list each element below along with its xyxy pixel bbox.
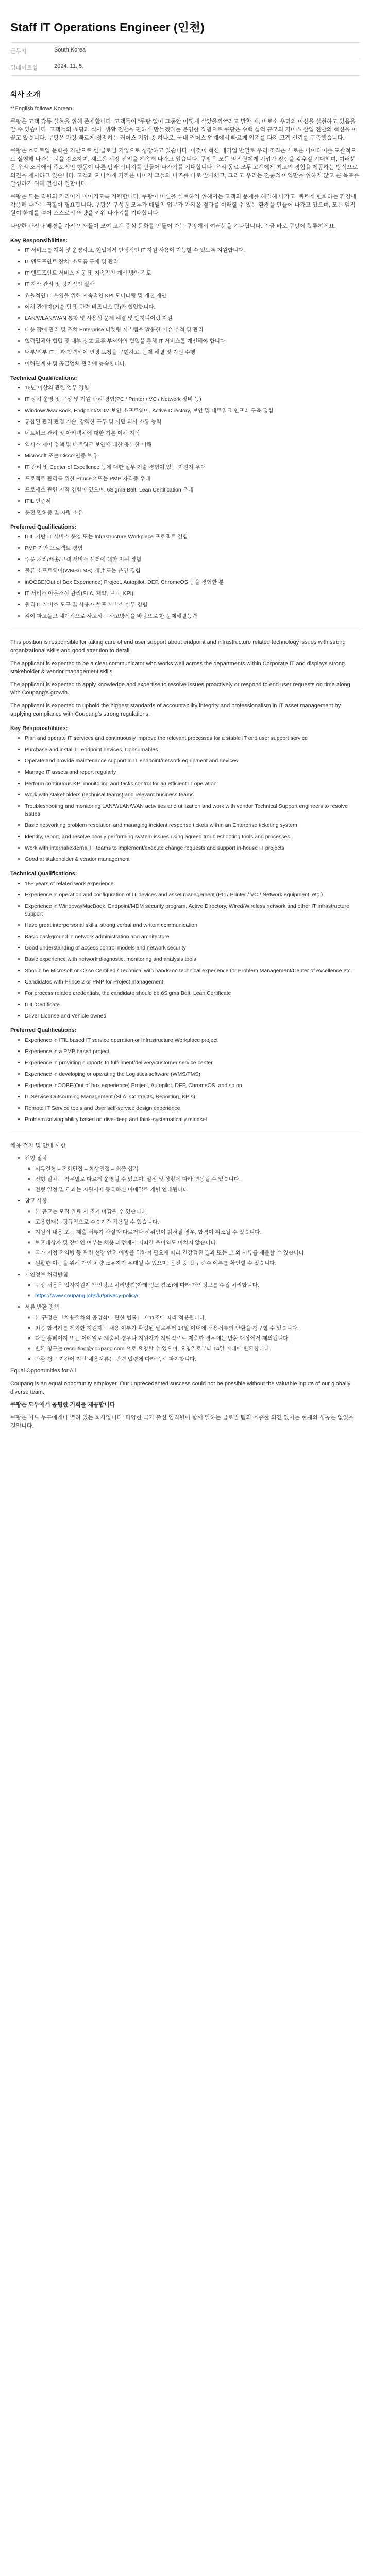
list-item: • ITIL 기반 IT 서비스 운영 또는 Infrastructure Workplace 프로젝트 경험 [25,533,361,541]
notice-sub-item: ◦ 최종 합격자를 제외한 지원자는 채용 여부가 확정된 날로부터 14일 이내에 채용서류의 반환을 청구할 수 있습니다. [35,1325,361,1332]
list-item: • Experience in ITIL based IT service operation or Infrastructure Workplace project [25,1037,361,1044]
equal-opportunity-heading: Equal Opportunities for All [10,1368,76,1374]
list-item: • Work with internal/external IT teams to implement/execute change requests and support in-house IT projects [25,844,361,852]
list-item: • Should be Microsoft or Cisco Certified / Technical with hands-on technical experience for Problem Management/Center of excellence etc. [25,967,361,975]
privacy-policy-link[interactable]: https://www.coupang.jobs/kr/privacy-policy/ [35,1293,139,1299]
paragraph: This position is responsible for taking care of end user support about endpoint and infrastructure related technology issues with strong organizational skills and good attention to detail. [10,639,346,654]
notice-list [10,1155,361,1363]
en-responsibilities-list [10,735,361,863]
notice-sub-item: ◦ 본 공고는 모집 완료 시 조기 마감될 수 있습니다. [35,1208,361,1216]
list-item: • Troubleshooting and monitoring LAN/WLAN/WAN activities and utilization and work with vendor Technical Support engineers to resolve issues [25,803,361,818]
list-item: • Microsoft 또는 Cisco 인증 보유 [25,452,361,460]
notice-sub-item: ◦ 쿠팡 채용은 입사지원자 개인정보 처리방침(아래 링크 참조)에 따라 개인정보를 수집 처리합니다. [35,1282,361,1290]
list-item: • Good understanding of access control models and network security [25,944,361,952]
notice-sub-item: ◦ 보훈대상자 및 장애인 여부는 채용 과정에서 어떠한 불이익도 미치지 않습니다. [35,1239,361,1247]
list-item: • Experience in developing or operating the Logistics software (WMS/TMS) [25,1071,361,1078]
notice-sub-item [35,1292,361,1300]
list-item: • Windows/MacBook, Endpoint/MDM 보안 소프트웨어, Active Directory, 보안 및 네트워크 인프라 구축 경험 [25,407,361,415]
list-item: • 주문 처리/배송/고객 서비스 센터에 대한 지원 경험 [25,556,361,564]
ko-preferred-heading: Preferred Qualifications: [10,524,77,530]
en-technical-heading: Technical Qualifications: [10,871,77,877]
list-item: • Experience in providing supports to fulfillment/delivery/customer service center [25,1059,361,1067]
paragraph: The applicant is expected to apply knowledge and expertise to resolve issues proactively or respond to end user requests on time along with Coupang's growth. [10,682,350,696]
notice-sub-item: ◦ 서류전형 – 전화면접 – 화상면접 – 최종 합격 [35,1165,361,1173]
paragraph: The applicant is expected to be a clear communicator who works well across the departments within Corporate IT and displays strong stakeholder & vendor management skills. [10,660,345,675]
en-preferred-list [10,1037,361,1124]
closing-text: 쿠팡은 어느 누구에게나 열려 있는 회사입니다. 다양한 국가 출신 임직원이 함께 일하는 글로벌 팀의 소중한 의견 없이는 현재의 성공은 없었을 것입니다. [10,1415,354,1429]
notice-sub-item: ◦ 전형 일정 및 결과는 지원서에 등록하신 이메일로 개별 안내됩니다. [35,1186,361,1194]
ko-technical-heading: Technical Qualifications: [10,375,77,381]
ko-technical-list [10,384,361,517]
meta-row [10,59,361,76]
list-item: • 네트워크 관리 및 아키텍처에 대한 기본 이해 지식 [25,430,361,437]
notice-sub-item: ◦ 본 규정은 「채용절차의 공정화에 관한 법률」 제11조에 따라 적용됩니다. [35,1314,361,1322]
paragraph: 쿠팡은 스타트업 문화를 기반으로 한 글로벌 기업으로 성장하고 있습니다. 이것이 혁신 대기업 반열로 우리 조직은 새로운 아이디어를 포괄적으로 실행해 나가는 것을 강조하며, 새로운 시장 진입을 계속해 나가고 있습니다. 쿠팡은 모든 임직원에게 기업가 정신을 갖추길 기대하며, 여러분은 우리 조직에서 주도적인 행동이 다른 팀과 시너지를 만들어 나가기를 기대합니다. 우리 동료 모두 고객에게 최고의 경험을 제공하는 방식으로 의견을 제시하고 있습니다. 고객과 지나치게 가까운 나머지 그들의 니즈를 바로 알아채고, 그리고 우리는 전통적 이익만을 위하지 않고 큰 목표를 달성하기 위해 열심히 일합니다. [10,148,360,187]
notice-sub-list [25,1282,361,1300]
list-item: • 깊이 파고들고 체계적으로 사고하는 사고방식을 바탕으로 한 문제해결능력 [25,613,361,620]
list-item: • Problem solving ability based on dive-deep and think-systematically mindset [25,1116,361,1124]
notice-sub-item: ◦ 반환 청구 기간이 지난 채용서류는 관련 법령에 따라 즉시 파기합니다. [35,1355,361,1363]
list-item: • ITIL Certificate [25,1001,361,1009]
meta-value: South Korea [54,47,86,53]
list-item: • Basic background in network administration and architecture [25,933,361,941]
notice-item [25,1271,361,1300]
ko-preferred-list [10,533,361,620]
list-item: • IT 서비스 아웃소싱 관리(SLA, 계약, 보고, KPI) [25,590,361,598]
notice-item-label: 전형 절차 [25,1155,47,1161]
list-item: • Driver License and Vehicle owned [25,1012,361,1020]
paragraph: 쿠팡은 모든 직원의 커리어가 이어지도록 지원합니다. 쿠팡이 미션을 실현하기 위해서는 고객의 문제를 해결해 나가고, 빠르게 변화하는 환경에 적응해 나가는 역할이 필요합니다. 쿠팡은 구성원 모두가 매일의 업무가 가져올 결과를 이해할 수 있는 환경을 만들어 나가고 있으며, 모든 임직원이 한계를 넘어 스스로의 역량을 키워 나가기를 기대합니다. [10,194,357,216]
list-item: • Experience in a PMP based project [25,1048,361,1056]
notice-sub-item: ◦ 전형 절차는 직무별로 다르게 운영될 수 있으며, 일정 및 상황에 따라 변동될 수 있습니다. [35,1176,361,1183]
about-heading: 회사 소개 [10,90,40,98]
list-item: • IT 자산 관리 및 정기적인 실사 [25,281,361,289]
list-item: • Identify, report, and resolve poorly performing system issues using agreed troubleshooting tools and processes [25,833,361,841]
list-item: • Candidates with Prince 2 or PMP for Project management [25,978,361,986]
list-item: • IT 엔드포인트 서비스 제공 및 지속적인 개선 방안 검토 [25,269,361,277]
notice-item [25,1197,361,1267]
list-item: • 물류 소프트웨어(WMS/TMS) 개발 또는 운영 경험 [25,567,361,575]
equal-opportunity-text: Coupang is an equal opportunity employer. Our unprecedented success could not be possible without the valuable inputs of our globally diverse team. [10,1381,351,1395]
list-item: • 통합된 관리 관점 기술, 강력한 구두 및 서면 의사 소통 능력 [25,418,361,426]
notice-sub-item: ◦ 반환 청구는 recruiting@coupang.com 으로 요청할 수 있으며, 요청일로부터 14일 이내에 반환합니다. [35,1345,361,1353]
en-preferred-heading: Preferred Qualifications: [10,1027,77,1033]
english-paragraphs [10,638,361,718]
list-item: • PMP 기반 프로젝트 경험 [25,545,361,552]
list-item: • 프로젝트 관리를 위한 Prince 2 또는 PMP 자격증 우대 [25,475,361,483]
list-item: • 원격 IT 서비스 도구 및 사용자 셀프 서비스 실무 경험 [25,601,361,609]
list-item: • For process related credentials, the candidate should be 6Sigma Belt, Lean Certificate [25,990,361,997]
paragraph: 쿠팡은 고객 감동 실현을 위해 존재합니다. 고객들이 "쿠팡 없이 그동안 어떻게 살았을까?"라고 말할 때, 비로소 우리의 미션을 실현하고 있음을 알 수 있습니다. 고객들의 쇼핑과 식사, 생활 전반을 편하게 만들겠다는 분명한 집념으로 쿠팡은 수백 십억 규모의 커머스 산업 전반의 혁신을 이끌고 있습니다. 쿠팡은 가장 빠르게 성장하는 커머스 기업 중 하나로, 국내 커머스 업계에서 빠르게 입지를 다져 고객 신뢰를 구축했습니다. [10,118,357,141]
job-title: Staff IT Operations Engineer (인천) [10,21,205,34]
notice-item-label: 서류 반환 정책 [25,1304,59,1310]
list-item: • Work with stakeholders (technical teams) and relevant business teams [25,791,361,799]
job-meta-table [10,42,361,76]
list-item: • Experience in Windows/MacBook, Endpoint/MDM security program, Active Directory, Wired/Wireless network and other IT infrastructure support [25,903,361,918]
paragraph: 다양한 관점과 배경을 가진 인재들이 모여 고객 중심 문화를 만들어 가는 쿠팡에서 여러분을 기다립니다. 지금 바로 쿠팡에 합류하세요. [10,223,336,229]
list-item: • 효율적인 IT 운영을 위해 지속적인 KPI 모니터링 및 개선 제안 [25,292,361,300]
notice-sub-item: ◦ 국가 지정 전염병 등 관련 현장 안전 예방을 위하여 필요에 따라 건강검진 결과 또는 그 외 서류를 제출할 수 있습니다. [35,1249,361,1257]
list-item: • inOOBE(Out of Box Experience) Project, Autopilot, DEP, ChromeOS 등을 경험한 분 [25,579,361,586]
list-item: • 협력업체와 협업 및 내부 상호 교류 부서와의 협업을 통해 IT 서비스를 개선해야 합니다. [25,337,361,345]
about-korean-paragraphs [10,117,361,230]
list-item: • Manage IT assets and report regularly [25,769,361,776]
list-item: • 이해 관계자(기술 팀 및 관련 비즈니스 팀)와 협업합니다. [25,303,361,311]
list-item: • Plan and operate IT services and continuously improve the relevant processes for a stable IT end user support service [25,735,361,742]
meta-row [10,43,361,59]
list-item: • 이해관계자 및 공급업체 관리에 능숙합니다. [25,360,361,368]
list-item: • Operate and provide maintenance support in IT endpoint/network equipment and devices [25,757,361,765]
list-item: • Perform continuous KPI monitoring and tasks control for an efficient IT operation [25,780,361,788]
list-item: • 프로세스 관련 지적 경험이 있으며, 6Sigma Belt, Lean Certification 우대 [25,486,361,494]
list-item: • 15년 이상의 관련 업무 경험 [25,384,361,392]
ko-responsibilities-list [10,247,361,368]
meta-value: 2024. 11. 5. [54,63,84,70]
list-item: • Experience in operation and configuration of IT devices and asset management (PC / Printer / VC / Network equipment, etc.) [25,891,361,899]
en-responsibilities-heading: Key Responsibilities: [10,725,68,732]
list-item: • LAN/WLAN/WAN 통합 및 사용성 문제 해결 및 엔지니어링 지원 [25,315,361,323]
notice-item [25,1303,361,1363]
notice-sub-item: ◦ 고용형태는 정규직으로 수습기간 적용될 수 있습니다. [35,1218,361,1226]
notice-sub-item: ◦ 원활한 이동을 위해 개인 차량 소유자가 우대될 수 있으며, 운전 중 법규 준수 여부를 확인할 수 있습니다. [35,1260,361,1267]
notice-sub-list [25,1165,361,1194]
list-item: • 15+ years of related work experience [25,880,361,888]
list-item: • 운전 면허증 및 자량 소유 [25,509,361,517]
notice-item-label: 개인정보 처리방침 [25,1272,69,1278]
notice-heading: 채용 절차 및 안내 사항 [10,1143,66,1149]
list-item: • 내부/외부 IT 팀과 협력하여 변경 요청을 구현하고, 문제 해결 및 지원 수행 [25,349,361,357]
list-item: • 대응 장애 관리 및 조치 Enterprise 티켓팅 시스템을 활용한 이슈 추적 및 관리 [25,326,361,334]
closing-heading: 쿠팡은 모두에게 공평한 기회를 제공합니다 [10,1402,115,1408]
meta-label: 업데이트일 [10,65,38,71]
list-item: • IT 서비스를 계획 및 운영하고, 현업에서 안정적인 IT 자원 사용이 가능할 수 있도록 지원합니다. [25,247,361,255]
list-item: • Basic experience with network diagnostic, monitoring and analysis tools [25,956,361,963]
en-technical-list [10,880,361,1020]
list-item: • IT 장치 운영 및 구성 및 지원 관리 경험(PC / Printer / VC / Network 장비 등) [25,396,361,403]
notice-sub-item: ◦ 다만 홈페이지 또는 이메일로 제출된 경우나 지원자가 자발적으로 제출한 경우에는 반환 대상에서 제외됩니다. [35,1335,361,1343]
list-item: • IT 관리 및 Center of Excellence 등에 대한 실무 기술 경험이 있는 지원자 우대 [25,464,361,471]
list-item: • IT Service Outsourcing Management (SLA, Contracts, Reporting, KPIs) [25,1093,361,1101]
notice-sub-list [25,1208,361,1267]
list-item: • ITIL 인증서 [25,498,361,505]
list-item: • 엑세스 제어 정책 및 네트워크 보안에 대한 충분한 이해 [25,441,361,449]
list-item: • Experience inOOBE(Out of box experience) Project, Autopilot, DEP, ChromeOS, and so on. [25,1082,361,1090]
english-note: **English follows Korean. [10,106,74,112]
ko-responsibilities-heading: Key Responsibilities: [10,238,68,244]
paragraph: The applicant is expected to uphold the highest standards of accountability integrity and professionalism in IT asset management by applying compliance with Coupang's strong regulations. [10,703,341,717]
list-item: • Purchase and install IT endpoint devices, Consumables [25,746,361,754]
list-item: • Good at stakeholder & vendor management [25,856,361,863]
notice-item [25,1155,361,1194]
notice-sub-item: ◦ 지원서 내용 또는 제출 서류가 사실과 다르거나 허위임이 밝혀질 경우, 합격이 취소될 수 있습니다. [35,1229,361,1236]
list-item: • IT 엔드포인트 장치, 소모품 구매 및 관리 [25,258,361,266]
notice-sub-list [25,1314,361,1363]
list-item: • Remote IT Service tools and User self-service design experience [25,1105,361,1112]
list-item: • Basic networking problem resolution and managing incident response tickets within an Enterprise ticketing system [25,822,361,829]
notice-item-label: 참고 사항 [25,1198,47,1204]
list-item: • Have great interpersonal skills, strong verbal and written communication [25,922,361,929]
meta-label: 근무지 [10,48,27,55]
